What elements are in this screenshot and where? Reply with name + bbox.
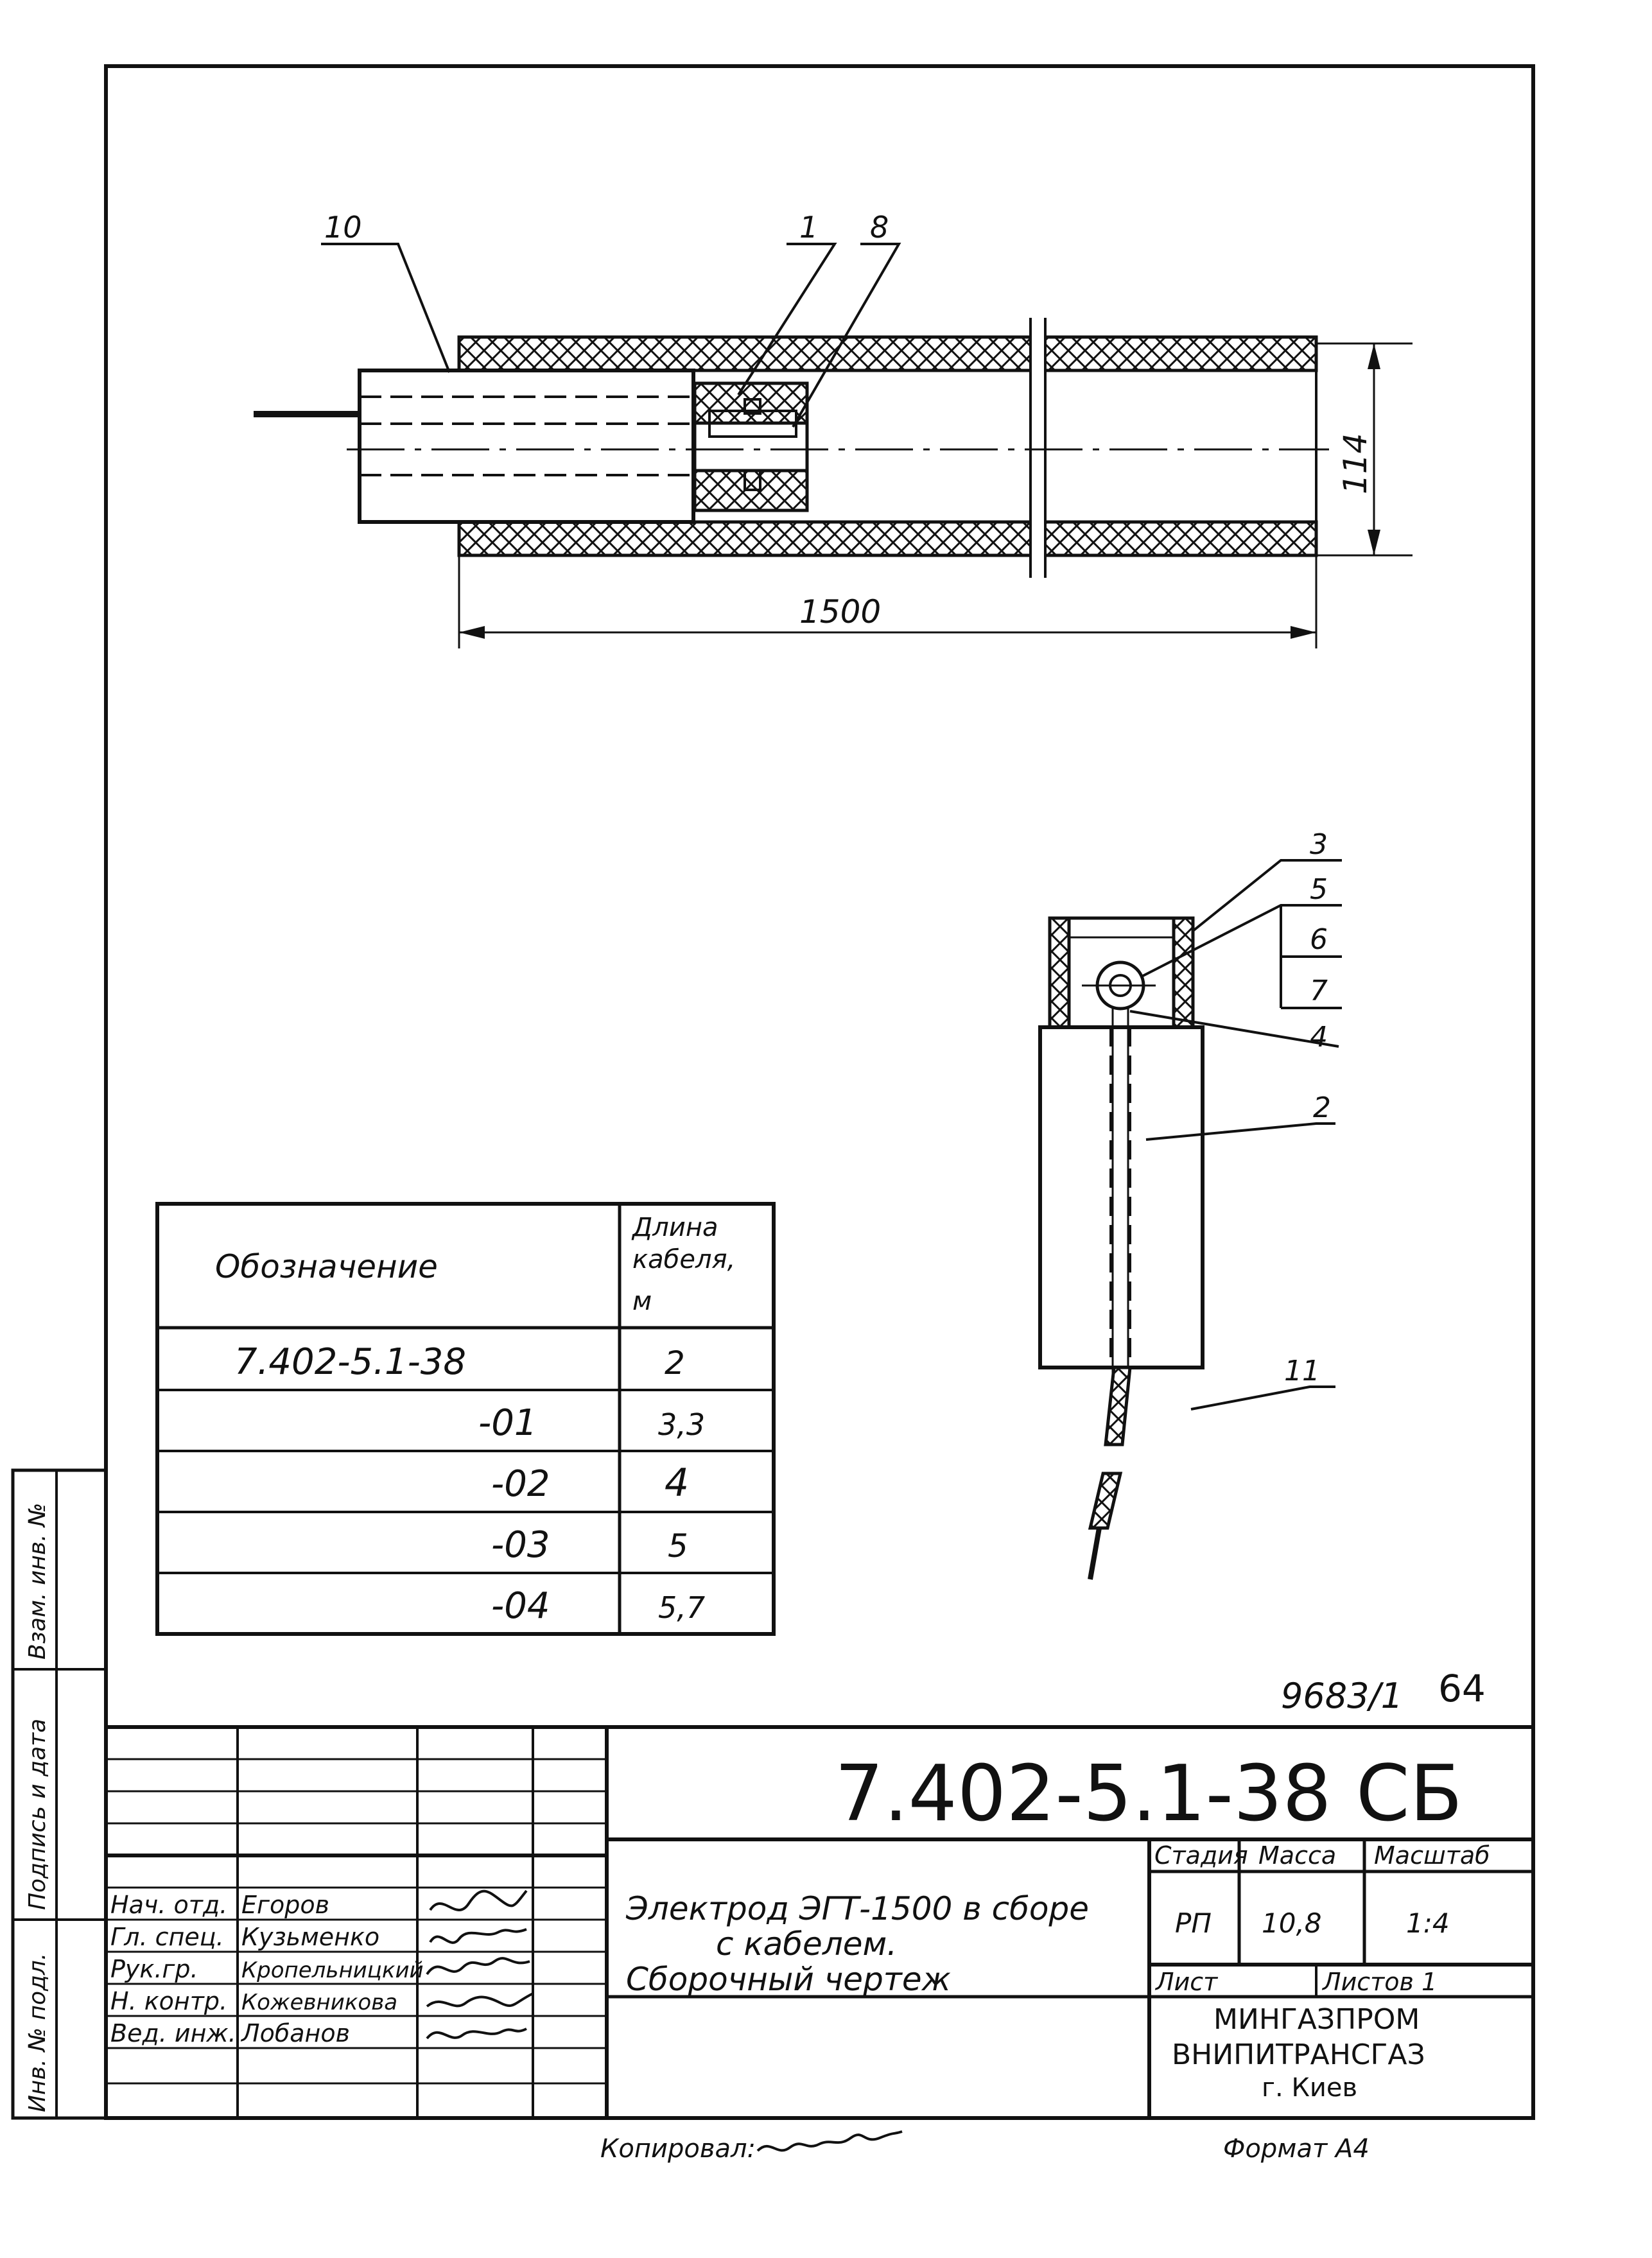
tube-wall-top — [459, 337, 1316, 370]
inner-pipe — [360, 370, 693, 522]
table-header-length-1: Длина — [632, 1213, 718, 1242]
archive-number: 9683/1 — [1281, 1676, 1403, 1716]
mass-header: Масса — [1258, 1841, 1337, 1870]
mass-value: 10,8 — [1262, 1907, 1322, 1939]
table-row-designation: 7.402-5.1-38 — [234, 1341, 467, 1383]
signature-role: Вед. инж. — [110, 2019, 236, 2047]
tube-wall-bottom — [459, 522, 1316, 555]
table-row-length: 3,3 — [658, 1407, 706, 1442]
callout-4: 4 — [1310, 1021, 1328, 1054]
title-block — [106, 1727, 1533, 2118]
copied-by-label: Копировал: — [600, 2134, 756, 2164]
callout-8: 8 — [870, 210, 889, 245]
drawing-title-line-2: с кабелем. — [716, 1925, 898, 1963]
table-row-length: 4 — [665, 1461, 690, 1506]
sheet-label: Лист — [1156, 1968, 1218, 1996]
cable-end-detail-view — [1040, 828, 1342, 1579]
document-number: 7.402-5.1-38 СБ — [835, 1750, 1463, 1839]
stage-header: Стадия — [1154, 1841, 1248, 1870]
stage-value: РП — [1175, 1907, 1212, 1939]
variants-table — [157, 1204, 774, 1634]
callout-5: 5 — [1310, 873, 1328, 906]
table-row-length: 5 — [668, 1527, 688, 1565]
sheet-mark: 64 — [1438, 1667, 1486, 1710]
sheets-label: Листов 1 — [1323, 1968, 1438, 1996]
callout-7: 7 — [1310, 975, 1328, 1007]
copied-by-signature — [758, 2132, 902, 2151]
signature-name: Кожевникова — [241, 1990, 398, 2015]
callout-3: 3 — [1310, 828, 1328, 861]
signature-name: Кузьменко — [241, 1923, 380, 1951]
callout-10: 10 — [324, 210, 362, 245]
signature-name: Кропельницкий — [241, 1958, 424, 1983]
table-row-designation: -04 — [491, 1585, 550, 1627]
organization-line-3: г. Киев — [1262, 2073, 1358, 2103]
drawing-title-line-3: Сборочный чертеж — [626, 1961, 951, 1998]
signature-name: Лобанов — [241, 2019, 351, 2047]
organization-line-1: МИНГАЗПРОМ — [1213, 2003, 1420, 2036]
callout-6: 6 — [1310, 923, 1328, 956]
table-row-designation: -01 — [478, 1402, 537, 1444]
table-header-designation: Обозначение — [215, 1248, 438, 1285]
signature-role: Гл. спец. — [110, 1923, 224, 1951]
signature-name: Егоров — [241, 1891, 329, 1919]
format-label: Формат А4 — [1223, 2134, 1369, 2164]
callout-2: 2 — [1313, 1091, 1331, 1124]
scale-header: Масштаб — [1374, 1841, 1490, 1870]
table-header-length-3: м — [632, 1287, 652, 1316]
table-row-length: 5,7 — [658, 1590, 706, 1625]
callout-1: 1 — [799, 210, 819, 245]
dimension-diameter: 114 — [1337, 433, 1374, 494]
signature-role: Нач. отд. — [110, 1891, 228, 1919]
drawing-title-line-1: Электрод ЭГТ-1500 в сборе — [626, 1890, 1090, 1927]
organization-line-2: ВНИПИТРАНСГАЗ — [1172, 2038, 1425, 2071]
signature-role: Н. контр. — [110, 1987, 228, 2015]
callout-11: 11 — [1284, 1355, 1320, 1387]
table-row-length: 2 — [665, 1344, 685, 1382]
signature-role: Рук.гр. — [110, 1955, 198, 1983]
side-stamp-inventory-label: Инв. № подл. — [24, 1952, 51, 2112]
side-stamp — [13, 1470, 106, 2118]
table-row-designation: -03 — [491, 1524, 550, 1566]
scale-value: 1:4 — [1406, 1907, 1450, 1939]
table-header-length-2: кабеля, — [632, 1245, 736, 1274]
dimension-length: 1500 — [799, 593, 882, 630]
electrode-assembly-view — [254, 210, 1413, 648]
table-row-designation: -02 — [491, 1463, 550, 1505]
side-stamp-signature-label: Подпись и дата — [24, 1718, 51, 1910]
side-stamp-replace-label: Взам. инв. № — [24, 1502, 51, 1660]
